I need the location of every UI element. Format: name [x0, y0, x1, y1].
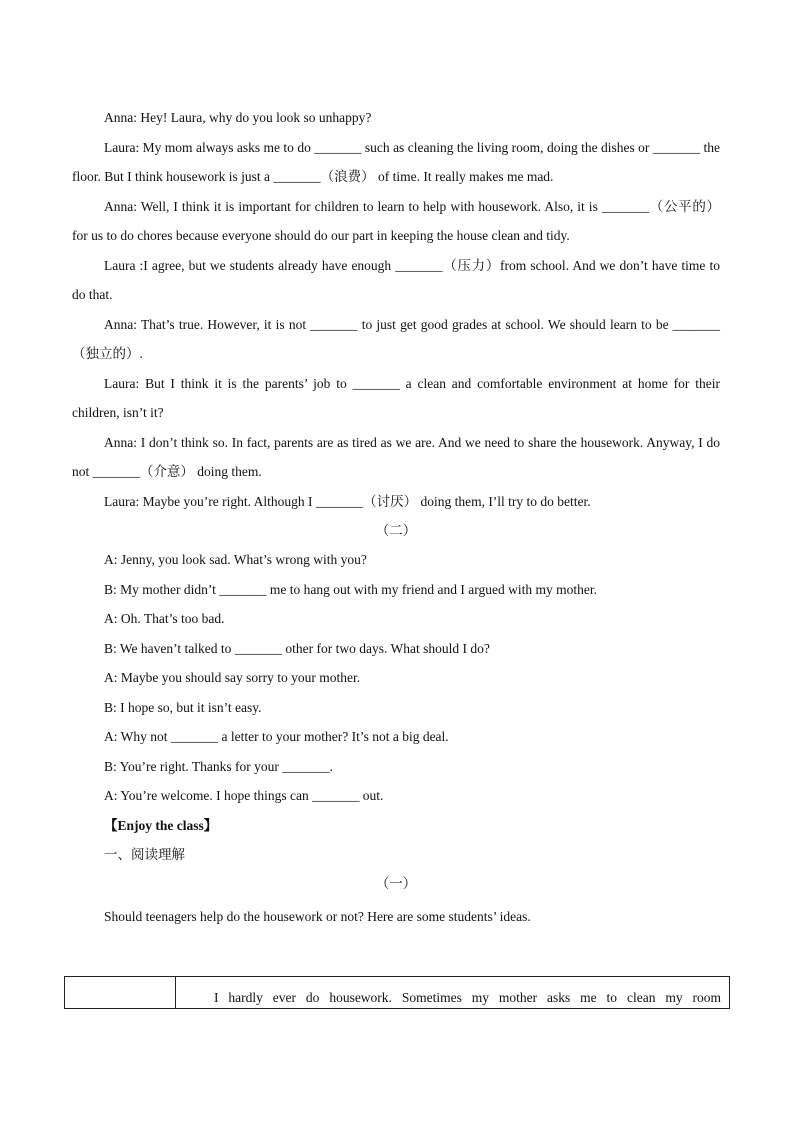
- dialogue1-line-5: Anna: That’s true. However, it is not _______ to just get good grades at school. We should learn to be _______（独立的）.: [72, 316, 720, 361]
- student-ideas-table: [64, 976, 730, 1009]
- dialogue2-line-9: A: You’re welcome. I hope things can _______ out.: [104, 788, 384, 803]
- reading-comprehension-heading: 一、阅读理解: [104, 846, 185, 862]
- dialogue2-line-2: B: My mother didn’t _______ me to hang out with my friend and I argued with my mother.: [104, 581, 597, 597]
- dialogue2-line-8: B: You’re right. Thanks for your _______.: [104, 758, 333, 774]
- dialogue1-line-4: Laura :I agree, but we students already have enough _______（压力）from school. And we don’t have time to do that.: [72, 257, 720, 302]
- reading-intro: Should teenagers help do the housework or not? Here are some students’ ideas.: [104, 908, 531, 924]
- dialogue2-line-1: A: Jenny, you look sad. What’s wrong with you?: [104, 552, 367, 567]
- table-cell-opinion: I hardly ever do housework. Sometimes my mother asks me to clean my room: [176, 977, 730, 1009]
- dialogue1-line-2: Laura: My mom always asks me to do _______ such as cleaning the living room, doing the dishes or _______ the floor. But I think housework is just a _______（浪费） of time. It really makes me mad.: [72, 139, 720, 184]
- dialogue1-line-1: Anna: Hey! Laura, why do you look so unhappy?: [104, 110, 372, 125]
- dialogue2-line-5: A: Maybe you should say sorry to your mother.: [104, 670, 361, 685]
- dialogue1-line-3: Anna: Well, I think it is important for children to learn to help with housework. Also, it is _______（公平的） for us to do chores because everyone should do our part in keeping the house clean and tidy.: [72, 198, 720, 243]
- dialogue2-line-4: B: We haven’t talked to _______ other for two days. What should I do?: [104, 640, 490, 656]
- table-cell-name: [65, 977, 176, 1009]
- dialogue1-line-8: Laura: Maybe you’re right. Although I _______（讨厌） doing them, I’ll try to do better.: [104, 493, 591, 509]
- section-1-label: （一）: [375, 875, 417, 891]
- dialogue2-line-6: B: I hope so, but it isn’t easy.: [104, 699, 262, 715]
- section-2-label: （二）: [375, 523, 417, 538]
- dialogue2-line-3: A: Oh. That’s too bad.: [104, 611, 225, 626]
- dialogue1-line-7: Anna: I don’t think so. In fact, parents are as tired as we are. And we need to share the housework. Anyway, I do not _______（介意） doing them.: [72, 434, 720, 479]
- dialogue1-line-6: Laura: But I think it is the parents’ job to _______ a clean and comfortable environment at home for their children, isn’t it?: [72, 375, 720, 420]
- enjoy-class-heading-text: 【Enjoy the class】: [104, 817, 218, 833]
- document-page: [72, 103, 720, 931]
- dialogue2-line-7: A: Why not _______ a letter to your mother? It’s not a big deal.: [104, 729, 449, 744]
- enjoy-class-heading: [72, 811, 720, 840]
- table-row: [65, 977, 730, 1009]
